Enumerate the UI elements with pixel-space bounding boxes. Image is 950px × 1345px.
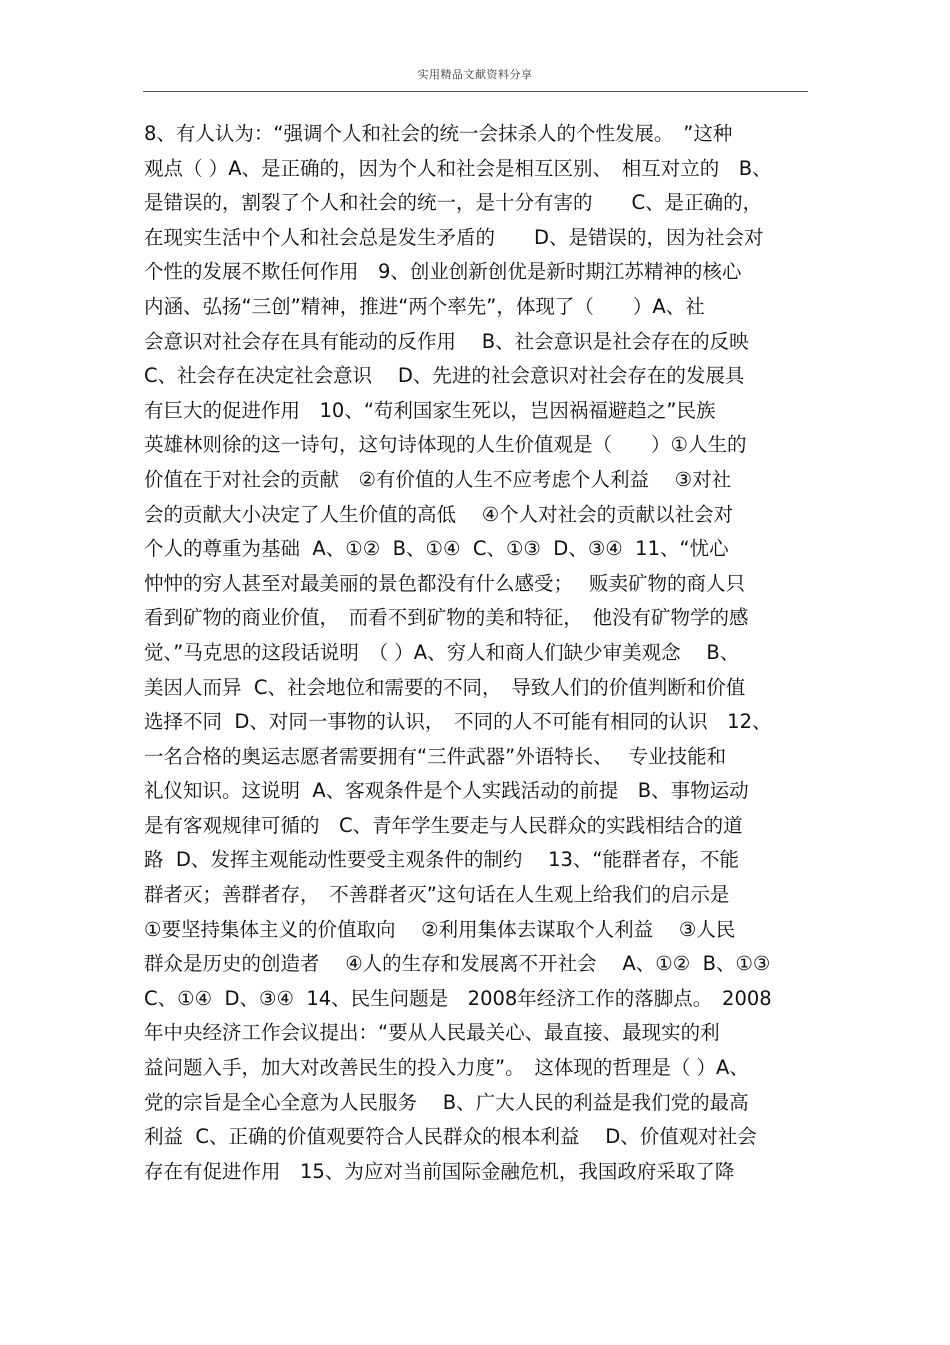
text-line: 价值在于对社会的贡献 ②有价值的人生不应考虑个人利益 ③对社 [144,467,732,491]
document-body [144,117,814,1189]
text-line: 英雄林则徐的这一诗句，这句诗体现的人生价值观是（ ）①人生的 [144,433,747,457]
text-line: ①要坚持集体主义的价值取向 ②利用集体去谋取个人利益 ③人民 [144,917,736,941]
text-line: 是有客观规律可循的 C、青年学生要走与人民群众的实践相结合的道 [144,813,743,837]
header-divider [143,91,808,92]
text-line: 年中央经济工作会议提出：“要从人民最关心、最直接、最现实的利 [144,1021,720,1045]
text-line: 会的贡献大小决定了人生价值的高低 ④个人对社会的贡献以社会对 [144,502,734,526]
text-line: 党的宗旨是全心全意为人民服务 B、广大人民的利益是我们党的最高 [144,1090,749,1114]
text-line: 美因人而异 C、社会地位和需要的不同， 导致人们的价值判断和价值 [144,675,746,699]
text-line: 个人的尊重为基础 A、①② B、①④ C、①③ D、③④ 11、“忧心 [144,537,729,561]
text-line: 路 D、发挥主观能动性要受主观条件的制约 13、“能群者存，不能 [144,848,740,872]
text-line: 会意识对社会存在具有能动的反作用 B、社会意识是社会存在的反映 [144,329,749,353]
text-line: 内涵、弘扬“三创”精神，推进“两个率先”，体现了（ ）A、社 [144,294,705,318]
text-line: C、①④ D、③④ 14、民生问题是 2008年经济工作的落脚点。 2008 [144,986,772,1010]
text-line: 看到矿物的商业价值， 而看不到矿物的美和特征， 他没有矿物学的感 [144,606,749,630]
text-line: 观点（ ）A、是正确的，因为个人和社会是相互区别、 相互对立的 B、 [144,156,772,180]
text-line: 存在有促进作用 15、为应对当前国际金融危机，我国政府采取了降 [144,1159,735,1183]
text-line: 礼仪知识。这说明 A、客观条件是个人实践活动的前提 B、事物运动 [144,779,749,803]
text-line: C、社会存在决定社会意识 D、先进的社会意识对社会存在的发展具 [144,364,745,388]
text-line: 有巨大的促进作用 10、“苟利国家生死以，岂因祸福避趋之”民族 [144,398,716,422]
text-line: 选择不同 D、对同一事物的认识， 不同的人不可能有相同的认识 12、 [144,710,772,734]
text-line: 在现实生活中个人和社会总是发生矛盾的 D、是错误的，因为社会对 [144,225,764,249]
text-line: 个性的发展不欺任何作用 9、创业创新创优是新时期江苏精神的核心 [144,260,742,284]
text-line: 觉、”马克思的这段话说明 （ ）A、穷人和商人们缺少审美观念 B、 [144,640,740,664]
text-line: 利益 C、正确的价值观要符合人民群众的根本利益 D、价值观对社会 [144,1125,757,1149]
text-line: 群众是历史的创造者 ④人的生存和发展离不开社会 A、①② B、①③ [144,952,771,976]
text-line: 是错误的，割裂了个人和社会的统一，是十分有害的 C、是正确的， [144,191,763,215]
text-line: 一名合格的奥运志愿者需要拥有“三件武器”外语特长、 专业技能和 [144,744,727,768]
page-header: 实用精品文献资料分享 [417,68,533,81]
text-line: 益问题入手，加大对改善民生的投入力度”。 这体现的哲理是（ ）A、 [144,1056,749,1080]
text-line: 忡忡的穷人甚至对最美丽的景色都没有什么感受； 贩卖矿物的商人只 [144,571,745,595]
text-line: 8、有人认为：“强调个人和社会的统一会抹杀人的个性发展。 ”这种 [144,122,733,145]
text-line: 群者灭；善群者存， 不善群者灭”这句话在人生观上给我们的启示是 [144,883,730,907]
